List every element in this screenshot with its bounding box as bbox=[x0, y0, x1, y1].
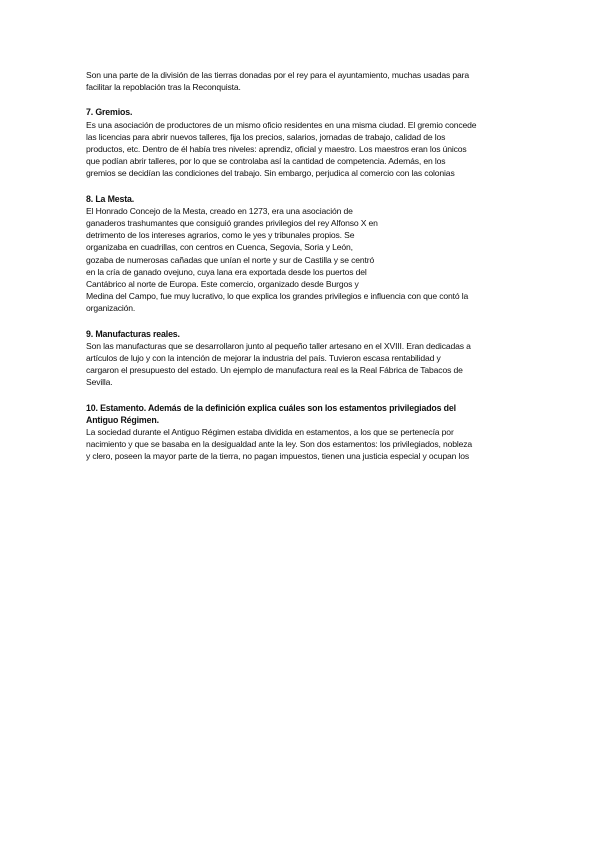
text-line: productos, etc. Dentro de él había tres niveles: aprendiz, oficial y maestro. Los maestros eran los únicos bbox=[86, 144, 467, 155]
text-line: Son las manufacturas que se desarrollaron junto al pequeño taller artesano en el XVIII. Eran dedicadas a bbox=[86, 340, 471, 351]
text-line: artículos de lujo y con la intención de mejorar la industria del país. Tuvieron escasa rentabilidad y bbox=[86, 353, 441, 364]
text-line: nacimiento y que se basaba en la desigualdad ante la ley. Son dos estamentos: los privilegiados, nobleza bbox=[86, 439, 473, 450]
section-body bbox=[86, 426, 516, 463]
text-line: ganaderos trashumantes que consiguió grandes privilegios del rey Alfonso X en bbox=[86, 218, 378, 229]
text-line: Medina del Campo, fue muy lucrativo, lo que explica los grandes privilegios e influencia con que contó la bbox=[86, 291, 469, 302]
text-line: Es una asociación de productores de un mismo oficio residentes en una misma ciudad. El gremio concede bbox=[86, 119, 477, 130]
document-page bbox=[86, 69, 516, 476]
section-heading bbox=[86, 328, 516, 340]
section-body bbox=[86, 119, 516, 180]
text-line: detrimento de los intereses agrarios, como le yes y tribunales propios. Se bbox=[86, 230, 355, 241]
section-body bbox=[86, 340, 516, 389]
section-heading bbox=[86, 193, 516, 205]
heading-line: 10. Estamento. Además de la definición explica cuáles son los estamentos privilegiados del bbox=[86, 402, 456, 413]
section-gremios bbox=[86, 106, 516, 179]
text-line: gremios se decidían las condiciones del trabajo. Sin embargo, perjudica al comercio con las colonias bbox=[86, 168, 455, 179]
text-line: cargaron el presupuesto del estado. Un ejemplo de manufactura real es la Real Fábrica de Tabacos de bbox=[86, 365, 463, 376]
heading-line: 9. Manufacturas reales. bbox=[86, 328, 180, 339]
section-manufacturas-reales bbox=[86, 328, 516, 389]
text-line: Sevilla. bbox=[86, 377, 113, 388]
intro-paragraph bbox=[86, 69, 516, 93]
text-line: las licencias para abrir nuevos talleres, fija los precios, salarios, jornadas de trabajo, calidad de los bbox=[86, 131, 446, 142]
section-body bbox=[86, 205, 516, 315]
text-line: facilitar la repoblación tras la Reconquista. bbox=[86, 82, 241, 93]
text-line: organización. bbox=[86, 303, 136, 314]
heading-line: Antiguo Régimen. bbox=[86, 414, 159, 425]
text-line: La sociedad durante el Antiguo Régimen estaba dividida en estamentos, a los que se pertenecía por bbox=[86, 427, 454, 438]
text-line: organizaba en cuadrillas, con centros en Cuenca, Segovia, Soria y León, bbox=[86, 242, 353, 253]
text-line: en la cría de ganado ovejuno, cuya lana era exportada desde los puertos del bbox=[86, 266, 367, 277]
text-line: y clero, poseen la mayor parte de la tierra, no pagan impuestos, tienen una justicia especial y ocupan los bbox=[86, 451, 469, 462]
heading-line: 8. La Mesta. bbox=[86, 193, 135, 204]
section-heading bbox=[86, 402, 516, 426]
text-line: Son una parte de la división de las tierras donadas por el rey para el ayuntamiento, muchas usadas para bbox=[86, 70, 469, 80]
text-line: El Honrado Concejo de la Mesta, creado en 1273, era una asociación de bbox=[86, 205, 353, 216]
text-line: gozaba de numerosas cañadas que unían el norte y sur de Castilla y se centró bbox=[86, 254, 375, 265]
section-heading bbox=[86, 106, 516, 118]
text-line: Cantábrico al norte de Europa. Este comercio, organizado desde Burgos y bbox=[86, 279, 359, 290]
heading-line: 7. Gremios. bbox=[86, 107, 133, 118]
text-line: que podían abrir talleres, por lo que se controlaba así la cantidad de competencia. Además, en los bbox=[86, 156, 446, 167]
section-la-mesta bbox=[86, 193, 516, 315]
section-estamento bbox=[86, 402, 516, 463]
